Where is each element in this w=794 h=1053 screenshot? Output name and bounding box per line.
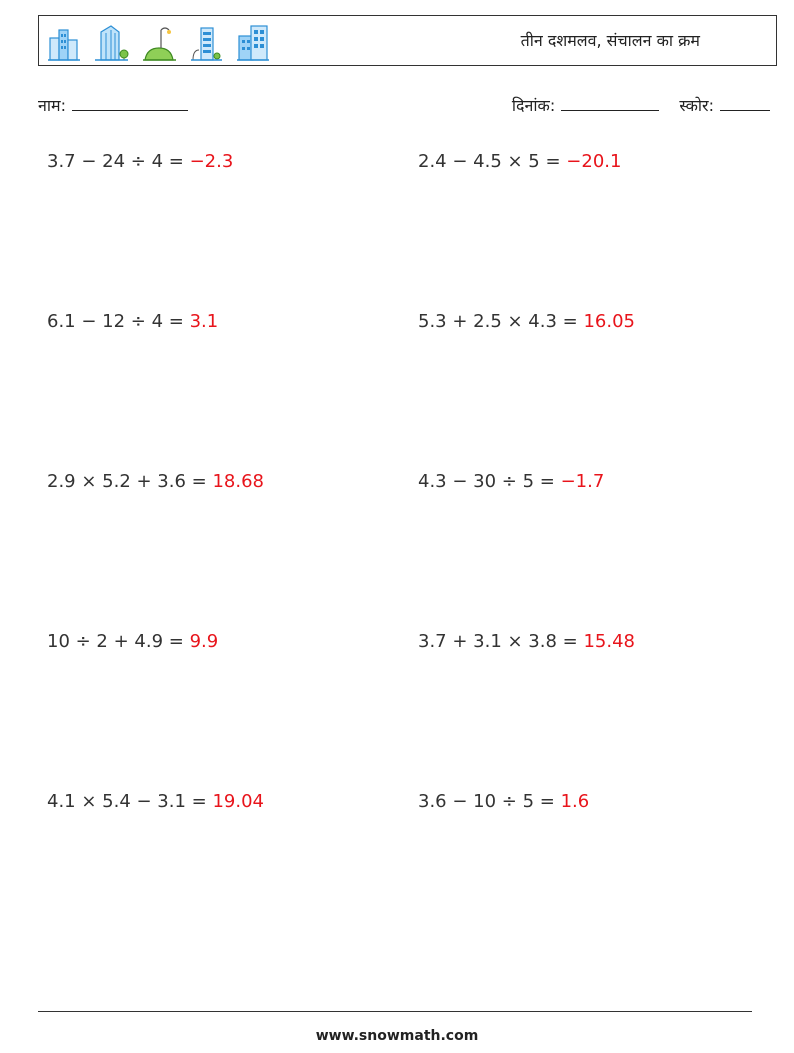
problem-expression: 4.1 × 5.4 − 3.1 = bbox=[47, 791, 207, 812]
header-icons bbox=[47, 22, 271, 62]
score-blank[interactable] bbox=[720, 96, 770, 111]
name-field bbox=[38, 94, 188, 116]
date-score-fields bbox=[512, 94, 770, 116]
problem-3 bbox=[47, 311, 218, 332]
name-label: नाम: bbox=[38, 96, 66, 115]
footer-divider bbox=[38, 1011, 752, 1012]
problem-4 bbox=[418, 311, 635, 332]
problem-9 bbox=[47, 791, 264, 812]
footer-url[interactable]: www.snowmath.com bbox=[315, 1028, 479, 1044]
problem-2 bbox=[418, 151, 621, 172]
problem-expression: 10 ÷ 2 + 4.9 = bbox=[47, 631, 184, 652]
problem-5 bbox=[47, 471, 264, 492]
problem-answer: 19.04 bbox=[212, 791, 264, 812]
problem-answer: −20.1 bbox=[566, 151, 622, 172]
header-box bbox=[38, 15, 777, 66]
office-tower-icon bbox=[93, 24, 129, 62]
problem-answer: 16.05 bbox=[583, 311, 635, 332]
problem-answer: 18.68 bbox=[212, 471, 264, 492]
problem-6 bbox=[418, 471, 604, 492]
problem-8 bbox=[418, 631, 635, 652]
problem-answer: −1.7 bbox=[560, 471, 605, 492]
problem-expression: 2.9 × 5.2 + 3.6 = bbox=[47, 471, 207, 492]
date-label: दिनांक: bbox=[511, 96, 556, 115]
problem-expression: 3.7 + 3.1 × 3.8 = bbox=[418, 631, 578, 652]
problem-answer: 1.6 bbox=[560, 791, 590, 812]
problem-expression: 5.3 + 2.5 × 4.3 = bbox=[418, 311, 578, 332]
page-title: तीन दशमलव, संचालन का क्रम bbox=[520, 31, 700, 50]
problem-expression: 4.3 − 30 ÷ 5 = bbox=[418, 471, 555, 492]
problem-answer: 3.1 bbox=[189, 311, 219, 332]
park-lamp-icon bbox=[141, 24, 177, 62]
problem-answer: 15.48 bbox=[583, 631, 635, 652]
tall-building-icon bbox=[189, 24, 223, 62]
name-blank[interactable] bbox=[72, 96, 188, 111]
city-buildings-icon bbox=[47, 26, 81, 62]
problem-answer: 9.9 bbox=[189, 631, 219, 652]
date-blank[interactable] bbox=[561, 96, 659, 111]
problem-expression: 6.1 − 12 ÷ 4 = bbox=[47, 311, 184, 332]
score-label: स्कोर: bbox=[679, 96, 714, 115]
problem-expression: 2.4 − 4.5 × 5 = bbox=[418, 151, 561, 172]
problem-7 bbox=[47, 631, 218, 652]
apartment-block-icon bbox=[235, 22, 271, 62]
problem-10 bbox=[418, 791, 589, 812]
problem-answer: −2.3 bbox=[189, 151, 234, 172]
problem-expression: 3.7 − 24 ÷ 4 = bbox=[47, 151, 184, 172]
problem-1 bbox=[47, 151, 233, 172]
problem-expression: 3.6 − 10 ÷ 5 = bbox=[418, 791, 555, 812]
